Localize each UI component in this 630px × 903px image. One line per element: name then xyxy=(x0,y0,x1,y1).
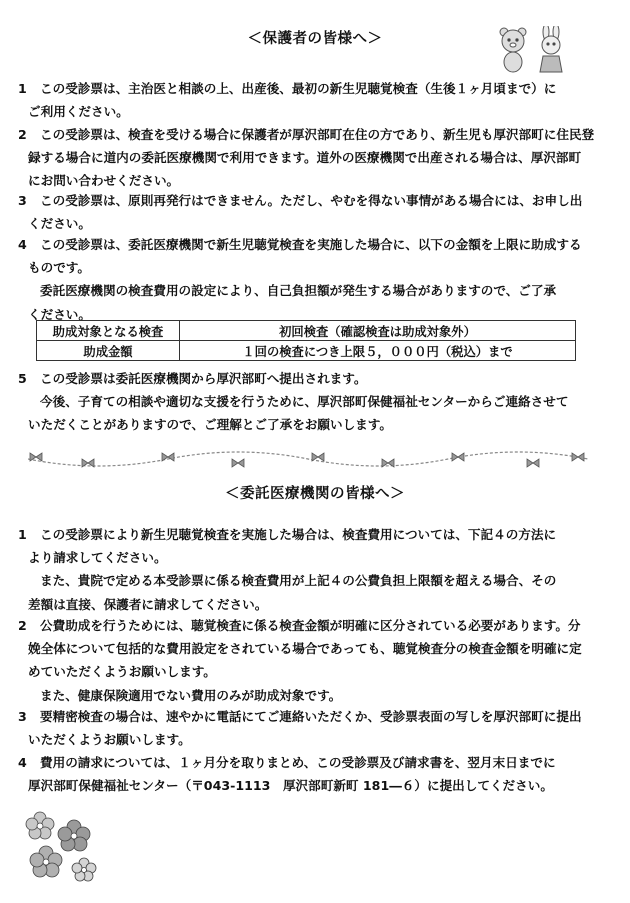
table-row xyxy=(37,321,576,341)
guardians-heading: ＜保護者の皆様へ＞ xyxy=(247,31,383,47)
item-line: この受診票は、主治医と相談の上、出産後、最初の新生児聴覚検査（生後１ヶ月頃まで）に xyxy=(40,81,557,96)
item-line: この受診票は委託医療機関から厚沢部町へ提出されます。 xyxy=(40,371,367,386)
table-cell: 初回検査（確認検査は助成対象外） xyxy=(180,321,576,341)
table-cell: １回の検査につき上限５，０００円（税込）まで xyxy=(180,341,576,361)
guardian-item-4 xyxy=(18,233,616,326)
item-line: ください。 xyxy=(28,306,91,322)
item-line: 今後、子育ての相談や適切な支援を行うために、厚沢部町保健福祉センターからご連絡させて xyxy=(40,394,569,410)
item-line: 費用の請求については、１ヶ月分を取りまとめ、この受診票及び請求書を、翌月末日までに xyxy=(40,755,556,770)
item-line: 要精密検査の場合は、速やかに電話にてご連絡いただくか、受診票表面の写しを厚沢部町に提出 xyxy=(40,709,582,724)
item-line: この受診票により新生児聴覚検査を実施した場合は、検査費用については、下記４の方法に xyxy=(40,527,557,542)
item-line: いただくことがありますので、ご理解とご了承をお願いします。 xyxy=(28,417,392,433)
guardian-item-2 xyxy=(18,123,616,193)
item-number: 2 xyxy=(18,127,27,142)
ribbon-divider xyxy=(28,447,588,473)
institution-item-2 xyxy=(18,614,616,707)
guardian-item-1 xyxy=(18,77,616,123)
subsidy-table xyxy=(36,320,576,361)
item-line: めていただくようお願いします。 xyxy=(28,664,216,680)
item-line: また、貴院で定める本受診票に係る検査費用が上記４の公費負担上限額を超える場合、その xyxy=(40,573,557,589)
item-line: にお問い合わせください。 xyxy=(28,173,180,189)
item-number: 5 xyxy=(18,371,27,386)
item-line: ご利用ください。 xyxy=(28,104,129,120)
item-line: ください。 xyxy=(28,216,91,232)
item-line: 録する場合に道内の委託医療機関で利用できます。道外の医療機関で出産される場合は、厚沢部町 xyxy=(28,150,582,166)
item-line: また、健康保険適用でない費用のみが助成対象です。 xyxy=(40,687,342,703)
guardian-item-5 xyxy=(18,367,616,437)
item-number: 3 xyxy=(18,709,27,724)
item-line: より請求してください。 xyxy=(28,550,167,566)
item-line: 厚沢部町保健福祉センター（〒043-1113 厚沢部町新町 181―６）に提出してください。 xyxy=(28,778,553,794)
institution-item-4 xyxy=(18,751,616,797)
table-cell: 助成対象となる検査 xyxy=(37,321,180,341)
guardian-item-3 xyxy=(18,189,616,235)
item-number: 4 xyxy=(18,755,27,770)
flower-cluster-illustration xyxy=(18,808,108,890)
item-number: 2 xyxy=(18,618,27,633)
item-number: 1 xyxy=(18,81,27,96)
item-line: 差額は直接、保護者に請求してください。 xyxy=(28,596,268,612)
item-number: 1 xyxy=(18,527,27,542)
item-line: 公費助成を行うためには、聴覚検査に係る検査金額が明確に区分されている必要があります。分 xyxy=(40,618,581,633)
institution-item-3 xyxy=(18,705,616,751)
institution-item-1 xyxy=(18,523,616,616)
item-line: 委託医療機関の検査費用の設定により、自己負担額が発生する場合がありますので、ご了承 xyxy=(40,283,557,299)
table-row xyxy=(37,341,576,361)
institutions-heading: ＜委託医療機関の皆様へ＞ xyxy=(225,486,405,502)
item-line: ものです。 xyxy=(28,260,90,276)
item-number: 3 xyxy=(18,193,27,208)
item-line: 娩全体について包括的な費用設定をされている場合であっても、聴覚検査分の検査金額を明確に定 xyxy=(28,641,582,657)
item-line: いただくようお願いします。 xyxy=(28,732,191,748)
item-line: この受診票は、検査を受ける場合に保護者が厚沢部町在住の方であり、新生児も厚沢部町に住民登 xyxy=(40,127,595,142)
table-cell: 助成金額 xyxy=(37,341,180,361)
item-line: この受診票は、委託医療機関で新生児聴覚検査を実施した場合に、以下の金額を上限に助成する xyxy=(40,237,582,252)
item-number: 4 xyxy=(18,237,27,252)
flower-icon xyxy=(26,812,96,881)
item-line: この受診票は、原則再発行はできません。ただし、やむを得ない事情がある場合には、お申し出 xyxy=(40,193,583,208)
